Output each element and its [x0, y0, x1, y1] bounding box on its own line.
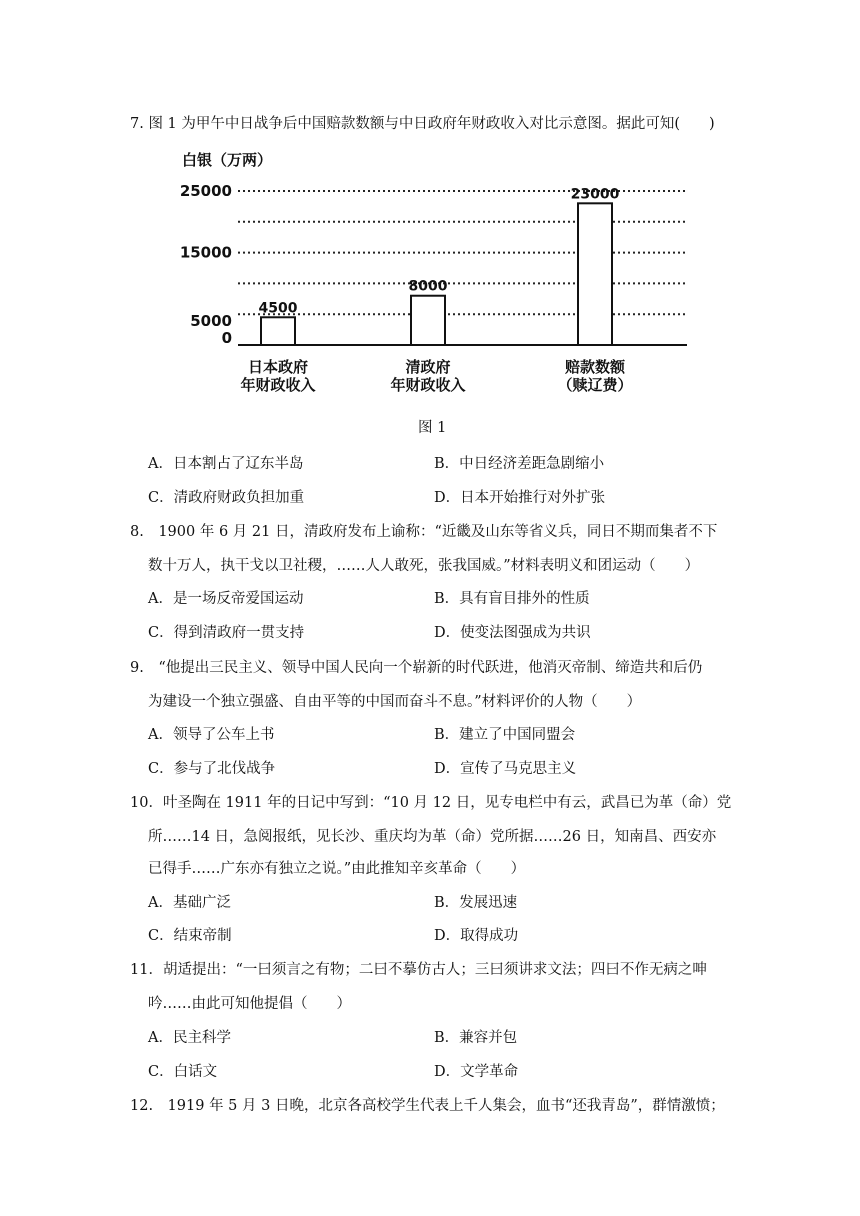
q8-stem-line-2: 数十万人，执干戈以卫社稷，……人人敢死，张我国威。”材料表明义和团运动（ ）	[148, 558, 700, 574]
chart-bars	[259, 186, 620, 345]
q7-option-c[interactable]: C．清政府财政负担加重	[148, 490, 305, 506]
bar-value-label: 4500	[258, 300, 298, 317]
q8-option-a[interactable]: A．是一场反帝爱国运动	[148, 591, 304, 607]
q11-option-b[interactable]: B．兼容并包	[434, 1030, 518, 1046]
q9-option-c[interactable]: C．参与了北伐战争	[148, 761, 276, 777]
q8-stem-line-1: 8. 1900 年 6 月 21 日，清政府发布上谕称：“近畿及山东等省义兵，同日不期而集者不下	[130, 524, 718, 540]
chart-y-ticks	[180, 182, 232, 347]
q7-option-d[interactable]: D．日本开始推行对外扩张	[434, 490, 606, 506]
q10-option-b[interactable]: B．发展迅速	[434, 895, 518, 911]
chart-x-labels	[240, 358, 632, 394]
bar-value-label: 23000	[570, 186, 620, 203]
q7-stem: 7. 图 1 为甲午中日战争后中国赔款数额与中日政府年财政收入对比示意图。据此可知( )	[130, 116, 715, 132]
chart-y-label: 白银（万两）	[182, 151, 273, 169]
x-tick-label: （赎辽费）	[557, 376, 633, 394]
q8-option-d[interactable]: D．使变法图强成为共识	[434, 625, 591, 641]
x-tick-label: 赔款数额	[564, 358, 626, 376]
q9-option-b[interactable]: B．建立了中国同盟会	[434, 727, 576, 743]
q10-stem-line-1: 10．叶圣陶在 1911 年的日记中写到：“10 月 12 日，见专电栏中有云，武昌已为革（命）党	[130, 795, 732, 811]
q11-option-c[interactable]: C．白话文	[148, 1064, 218, 1080]
chart-grid	[238, 191, 687, 317]
q8-option-b[interactable]: B．具有盲目排外的性质	[434, 591, 590, 607]
q11-option-d[interactable]: D．文学革命	[434, 1064, 519, 1080]
indemnity-bar-chart	[180, 145, 740, 395]
q10-stem-line-3: 已得手……广东亦有独立之说。”由此推知辛亥革命（ ）	[148, 861, 526, 877]
q10-option-a[interactable]: A．基础广泛	[148, 895, 231, 911]
q10-option-d[interactable]: D．取得成功	[434, 928, 519, 944]
q11-stem-line-2: 吟……由此可知他提倡（ ）	[148, 996, 351, 1012]
bar-value-label: 8000	[408, 278, 448, 295]
bar	[578, 203, 612, 345]
q12-stem-line-1: 12. 1919 年 5 月 3 日晚，北京各高校学生代表上千人集会，血书“还我青岛”，群情激愤；	[130, 1098, 725, 1114]
y-tick-label: 15000	[180, 243, 232, 262]
figure-caption: 图 1	[418, 420, 447, 436]
y-tick-label: 5000	[190, 312, 232, 331]
x-tick-label: 年财政收入	[390, 376, 466, 394]
x-tick-label: 年财政收入	[240, 376, 316, 394]
q8-option-c[interactable]: C．得到清政府一贯支持	[148, 625, 305, 641]
q11-option-a[interactable]: A．民主科学	[148, 1030, 231, 1046]
q7-option-b[interactable]: B．中日经济差距急剧缩小	[434, 456, 605, 472]
q9-stem-line-1: 9. “他提出三民主义、领导中国人民向一个崭新的时代跃进，他消灭帝制、缔造共和后仍	[130, 660, 703, 676]
bar	[261, 317, 295, 345]
q7-option-a[interactable]: A．日本割占了辽东半岛	[148, 456, 304, 472]
q9-option-a[interactable]: A．领导了公车上书	[148, 727, 275, 743]
x-tick-label: 清政府	[405, 358, 451, 376]
x-tick-label: 日本政府	[247, 358, 309, 376]
q10-stem-line-2: 所……14 日，急阅报纸，见长沙、重庆均为革（命）党所据……26 日，知南昌、西安亦	[148, 829, 717, 845]
bar	[411, 296, 445, 345]
q9-stem-line-2: 为建设一个独立强盛、自由平等的中国而奋斗不息。”材料评价的人物（ ）	[148, 694, 642, 710]
q9-option-d[interactable]: D．宣传了马克思主义	[434, 761, 577, 777]
q10-option-c[interactable]: C．结束帝制	[148, 928, 232, 944]
y-tick-label: 25000	[180, 182, 232, 200]
y-tick-label: 0	[221, 329, 232, 347]
q11-stem-line-1: 11．胡适提出：“一曰须言之有物；二曰不摹仿古人；三曰须讲求文法；四曰不作无病之呻	[130, 962, 707, 978]
